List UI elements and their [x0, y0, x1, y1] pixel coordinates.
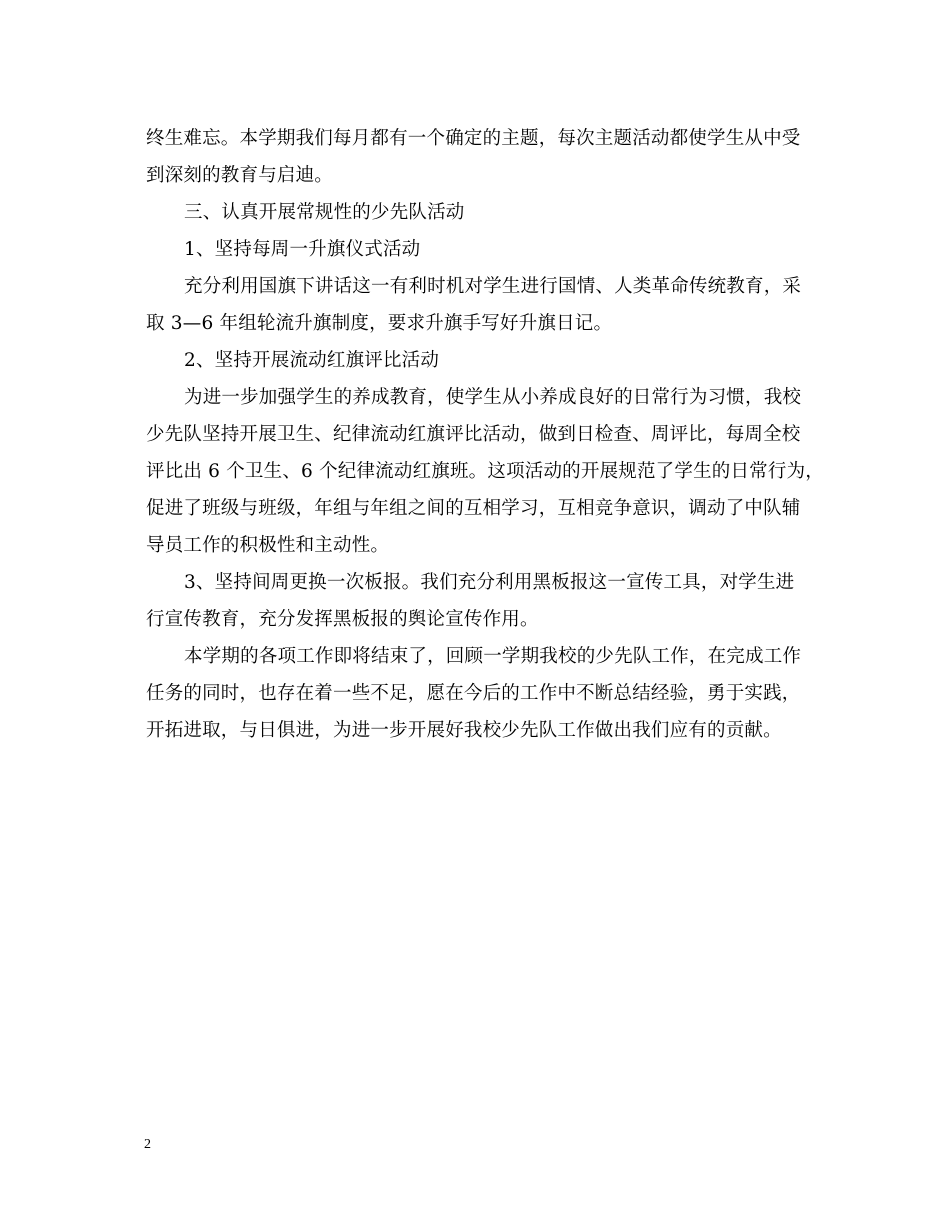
subsection-heading: 1、坚持每周一升旗仪式活动 [184, 239, 421, 260]
text-line: 促进了班级与班级，年组与年组之间的互相学习，互相竞争意识，调动了中队辅 [146, 498, 801, 519]
text-line: 为进一步加强学生的养成教育，使学生从小养成良好的日常行为习惯，我校 [184, 387, 802, 408]
text-line: 到深刻的教育与启迪。 [146, 165, 334, 186]
text-line: 终生难忘。本学期我们每月都有一个确定的主题，每次主题活动都使学生从中受 [146, 128, 801, 149]
text-line: 取 3—6 年组轮流升旗制度，要求升旗手写好升旗日记。 [146, 313, 613, 334]
page-number: 2 [144, 1137, 151, 1152]
text-line: 少先队坚持开展卫生、纪律流动红旗评比活动，做到日检查、周评比，每周全校 [146, 424, 801, 445]
text-line: 3、坚持间周更换一次板报。我们充分利用黑板报这一宣传工具，对学生进 [184, 572, 795, 593]
text-line: 任务的同时，也存在着一些不足，愿在今后的工作中不断总结经验，勇于实践， [146, 683, 801, 704]
subsection-heading: 2、坚持开展流动红旗评比活动 [184, 350, 440, 371]
text-line: 充分利用国旗下讲话这一有利时机对学生进行国情、人类革命传统教育，采 [184, 276, 802, 297]
body-text [146, 120, 824, 749]
text-line: 行宣传教育，充分发挥黑板报的舆论宣传作用。 [146, 609, 539, 630]
text-line: 导员工作的积极性和主动性。 [146, 535, 390, 556]
text-line: 开拓进取，与日俱进，为进一步开展好我校少先队工作做出我们应有的贡献。 [146, 720, 782, 741]
section-heading: 三、认真开展常规性的少先队活动 [184, 202, 465, 223]
text-line: 本学期的各项工作即将结束了，回顾一学期我校的少先队工作，在完成工作 [184, 646, 802, 667]
text-line: 评比出 6 个卫生、6 个纪律流动红旗班。这项活动的开展规范了学生的日常行为， [146, 461, 824, 482]
